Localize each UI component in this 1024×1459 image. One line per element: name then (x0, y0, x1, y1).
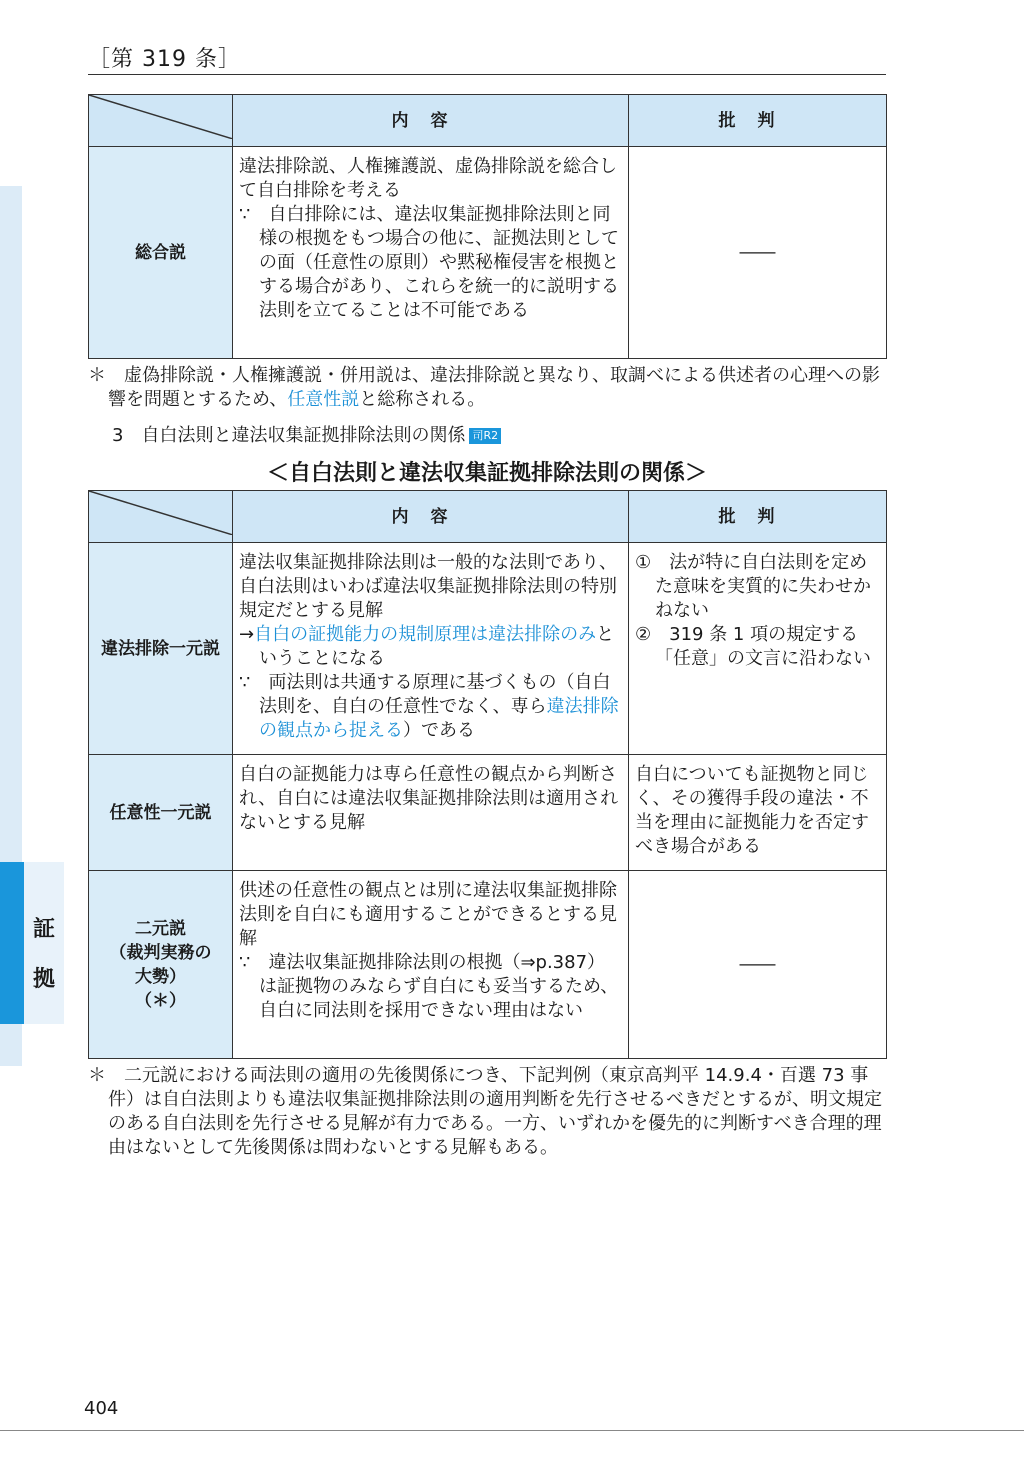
cell-critique-nini: 自白についても証拠物と同じく、その獲得手段の違法・不当を理由に証拠能力を否定すべき場合がある (629, 755, 887, 871)
note-highlight: 任意性説 (287, 389, 360, 410)
content-arrow-rest: ということになる (259, 624, 615, 669)
row-name-nigen (89, 871, 233, 1059)
note-mark: ＊ (88, 1065, 106, 1086)
exam-badge: 司R2 (469, 428, 501, 444)
table-corner-cell (89, 491, 233, 543)
because-end: ）である (403, 720, 475, 741)
row-name-sogo: 総合説 (89, 147, 233, 359)
header-content: 内容 (233, 491, 629, 543)
content-because (239, 671, 622, 743)
footnote-1 (88, 364, 888, 412)
table-corner-cell (89, 95, 233, 147)
header-critique: 批判 (629, 491, 887, 543)
content-main: 供述の任意性の観点とは別に違法収集証拠排除法則を自白にも適用することができるとする見解 (239, 880, 617, 949)
content-main: 違法収集証拠排除法則は一般的な法則であり、自白法則はいわば違法収集証拠排除法則の特別規定だとする見解 (239, 552, 617, 621)
footer-rule (0, 1430, 1024, 1431)
note-mark: ＊ (88, 365, 106, 386)
critique-item-1: ① 法が特に自白法則を定めた意味を実質的に失わせかねない (635, 552, 871, 621)
note-text: 二元説における両法則の適用の先後関係につき、下記判例（東京高判平 14.9.4・百選 73 事件）は自白法則よりも違法収集証拠排除法則の適用判断を先行させるべきだとするが、明文規定のある自白法則を先行させる見解が有力である。一方、いずれかを優先的に判断すべき合理的理由はないとして先後関係は問わないとする見解もある。 (108, 1065, 882, 1158)
section-heading (112, 424, 501, 448)
note-text: 虚偽排除説・人権擁護説・併用説は、違法排除説と異なり、取調べによる供述者の心理への影響を問題とするため、 (108, 365, 880, 410)
critique-item-2: ② 319 条 1 項の規定する「任意」の文言に沿わない (635, 624, 871, 669)
cell-content-nigen (233, 871, 629, 1059)
table-title: ＜自白法則と違法収集証拠排除法則の関係＞ (266, 461, 707, 486)
content-because: ∵ 違法収集証拠排除法則の根拠（⇒p.387）は証拠物のみならず自白にも妥当するため、自白に同法則を採用できない理由はない (239, 952, 619, 1021)
note-text-end: と総称される。 (359, 389, 486, 410)
cell-critique-nigen: ―― (629, 871, 887, 1059)
page-number: 404 (84, 1398, 119, 1419)
corner-diagonal (89, 491, 233, 535)
because-highlight: 違法排除の観点から捉える (259, 696, 619, 741)
row-name-line: 大勢） (135, 966, 186, 987)
chapter-tab-char-2: 拠 (32, 967, 55, 992)
row-name-line: （＊） (135, 990, 186, 1011)
table-theories-part (88, 94, 887, 359)
header-content: 内容 (233, 95, 629, 147)
header-critique: 批判 (629, 95, 887, 147)
cell-critique-sogo: ―― (629, 147, 887, 359)
section-title: 3 自白法則と違法収集証拠排除法則の関係 (112, 425, 466, 446)
cell-content-ihou (233, 543, 629, 755)
content-arrow (239, 623, 622, 671)
corner-diagonal (89, 95, 233, 139)
cell-content-sogo (233, 147, 629, 359)
footnote-2 (88, 1064, 888, 1160)
arrow-glyph: → (239, 624, 255, 645)
row-name-ihou: 違法排除一元説 (89, 543, 233, 755)
row-name-line: （裁判実務の (109, 942, 212, 963)
article-header: ［第 319 条］ (88, 47, 241, 72)
chapter-tab-marker (0, 862, 24, 1024)
chapter-tab-char-1: 証 (32, 917, 55, 942)
cell-content-nini: 自白の証拠能力は専ら任意性の観点から判断され、自白には違法収集証拠排除法則は適用されないとする見解 (233, 755, 629, 871)
table-relationship (88, 490, 887, 1059)
row-name-line: 二元説 (135, 918, 186, 939)
cell-critique-ihou (629, 543, 887, 755)
because-text: ∵ 両法則は共通する原理に基づくもの（自白法則を、自白の任意性でなく、専ら (239, 672, 611, 717)
chapter-tab-label (26, 905, 62, 1005)
content-highlight: 自白の証拠能力の規制原理は違法排除のみ (254, 624, 597, 645)
content-because: ∵ 自白排除には、違法収集証拠排除法則と同様の根拠をもつ場合の他に、証拠法則としての面（任意性の原則）や黙秘権侵害を根拠とする場合があり、これらを統一的に説明する法則を立てることは不可能である (239, 204, 619, 321)
header-rule (88, 74, 886, 75)
row-name-nini: 任意性一元説 (89, 755, 233, 871)
content-line: 違法排除説、人権擁護説、虚偽排除説を総合して自白排除を考える (239, 156, 617, 201)
